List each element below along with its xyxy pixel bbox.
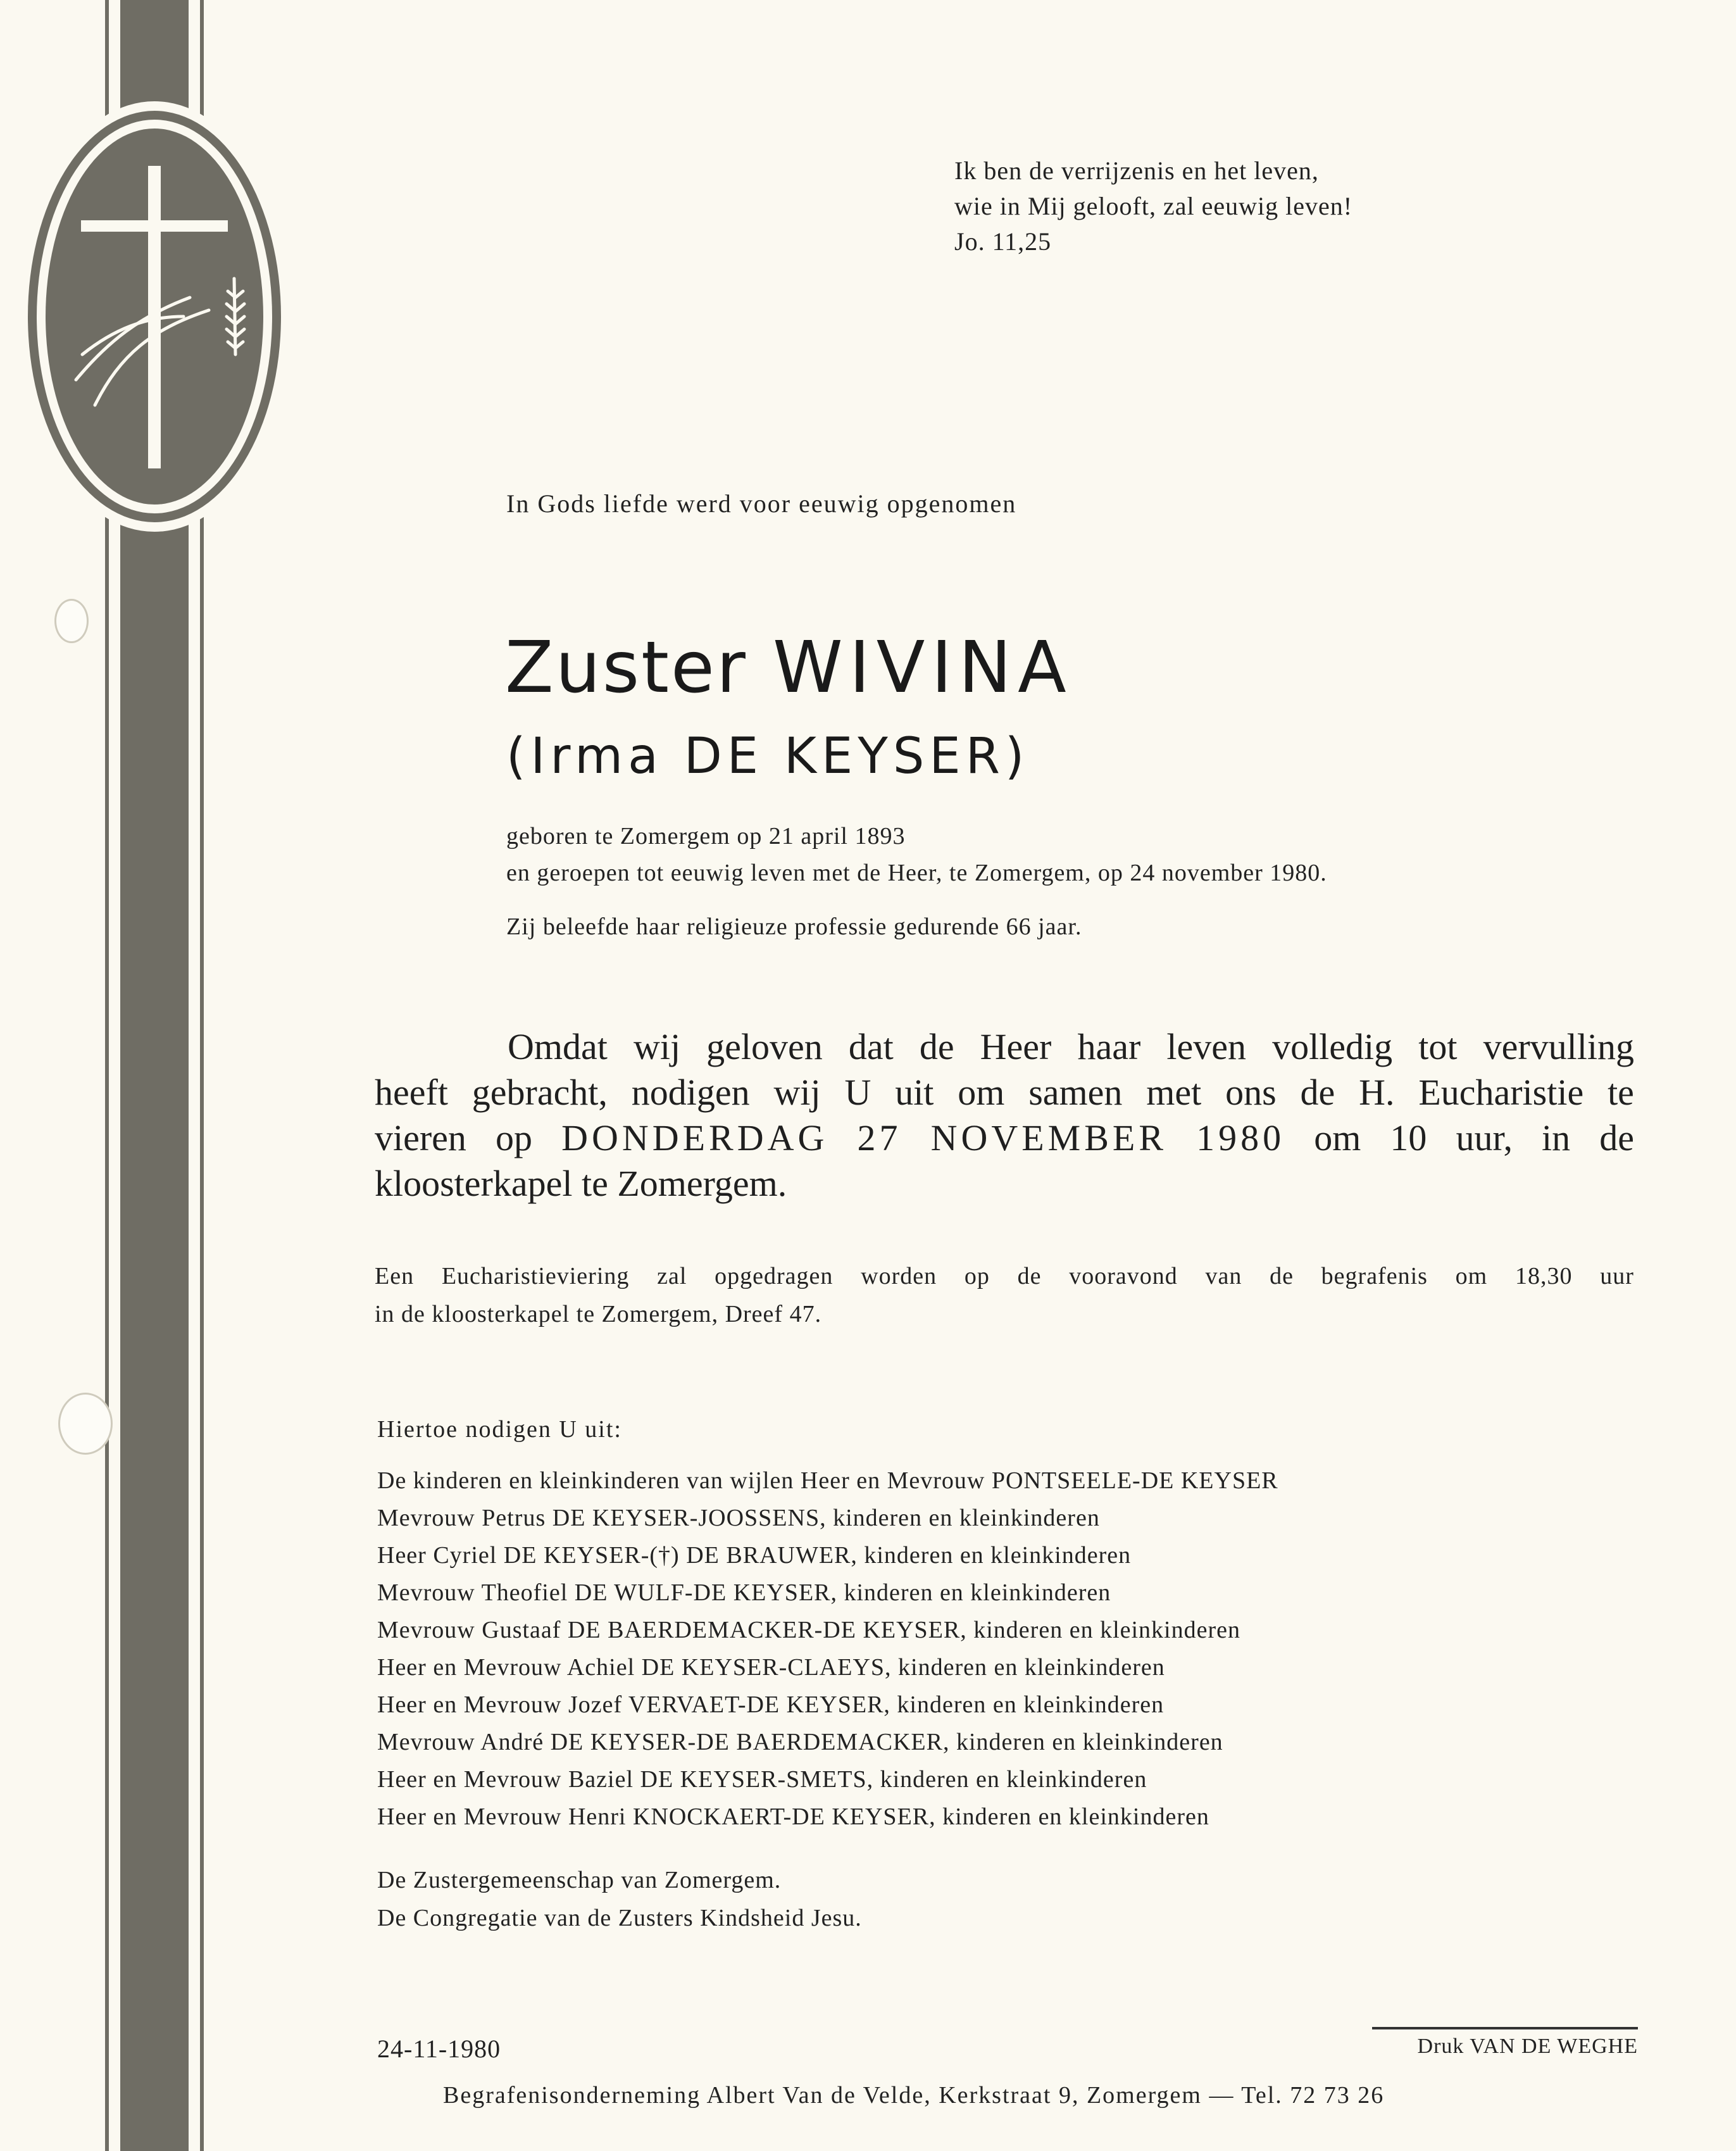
death-line: en geroepen tot eeuwig leven met de Heer, te Zomergem, op 24 november 1980. — [506, 860, 1327, 886]
quote-line: wie in Mij gelooft, zal eeuwig leven! — [954, 192, 1353, 220]
deceased-name — [505, 627, 1073, 709]
word: in — [1542, 1117, 1571, 1158]
word: te — [1608, 1072, 1634, 1113]
word: haar — [1077, 1026, 1141, 1067]
word: ons — [1225, 1072, 1277, 1113]
word: NOVEMBER — [930, 1117, 1168, 1158]
invited-by-heading: Hiertoe nodigen U uit: — [377, 1416, 622, 1443]
quote-line: Ik ben de verrijzenis en het leven, — [954, 156, 1319, 185]
family-entry: Mevrouw André DE KEYSER-DE BAERDEMACKER, kinderen en kleinkinderen — [377, 1729, 1223, 1755]
word: DONDERDAG — [561, 1117, 828, 1158]
word: op — [496, 1117, 532, 1158]
word: opgedragen — [715, 1263, 834, 1289]
word: de — [1599, 1117, 1634, 1158]
word: Heer — [980, 1026, 1052, 1067]
family-entry: Heer en Mevrouw Henri KNOCKAERT-DE KEYSER, kinderen en kleinkinderen — [377, 1803, 1209, 1830]
word: om — [1455, 1263, 1488, 1289]
word: vooravond — [1069, 1263, 1178, 1289]
word: om — [1314, 1117, 1361, 1158]
invitation-line — [375, 1070, 1634, 1115]
word: 27 — [857, 1117, 902, 1158]
birth-line: geboren te Zomergem op 21 april 1893 — [506, 823, 906, 850]
family-entry: Heer Cyriel DE KEYSER-(†) DE BRAUWER, kinderen en kleinkinderen — [377, 1542, 1132, 1569]
scripture-quote — [954, 153, 1352, 260]
undertaker-credit: Begrafenisonderneming Albert Van de Velde, Kerkstraat 9, Zomergem — Tel. 72 73 26 — [443, 2082, 1385, 2109]
word: uit — [895, 1072, 934, 1113]
religious-name: WIVINA — [772, 627, 1073, 709]
family-entry: Heer en Mevrouw Jozef VERVAET-DE KEYSER, kinderen en kleinkinderen — [377, 1691, 1165, 1718]
word: 18,30 — [1514, 1263, 1573, 1289]
word: de — [1017, 1263, 1042, 1289]
word: 1980 — [1196, 1117, 1285, 1158]
invitation-line — [375, 1115, 1634, 1161]
vigil-line — [375, 1257, 1634, 1295]
word: de — [919, 1026, 954, 1067]
word: H. — [1359, 1072, 1395, 1113]
family-entry: Heer en Mevrouw Achiel DE KEYSER-CLAEYS, kinderen en kleinkinderen — [377, 1654, 1165, 1681]
word: vieren — [375, 1117, 466, 1158]
birth-death-info — [506, 818, 1327, 891]
word: nodigen — [631, 1072, 750, 1113]
printer-credit: Druk VAN DE WEGHE — [1372, 2027, 1638, 2059]
punch-hole-top — [54, 599, 89, 643]
word: U — [844, 1072, 871, 1113]
word: gebracht, — [471, 1072, 608, 1113]
cross-medallion-band — [0, 0, 316, 2151]
word: samen — [1028, 1072, 1123, 1113]
family-entry: Mevrouw Gustaaf DE BAERDEMACKER-DE KEYSER, kinderen en kleinkinderen — [377, 1617, 1240, 1643]
family-entry: Mevrouw Petrus DE KEYSER-JOOSSENS, kinderen en kleinkinderen — [377, 1505, 1100, 1531]
civil-name: (Irma DE KEYSER) — [506, 728, 1030, 785]
word: begrafenis — [1321, 1263, 1428, 1289]
funeral-invitation — [375, 1024, 1634, 1207]
word: geloven — [706, 1026, 823, 1067]
invitation-line — [375, 1024, 1634, 1070]
word: tot — [1418, 1026, 1458, 1067]
word: Eucharistieviering — [441, 1263, 630, 1289]
family-entry: De kinderen en kleinkinderen van wijlen Heer en Mevrouw PONTSEELE-DE KEYSER — [377, 1467, 1278, 1494]
vigil-notice — [375, 1257, 1634, 1333]
word: heeft — [375, 1072, 448, 1113]
quote-reference: Jo. 11,25 — [954, 227, 1052, 256]
word: volledig — [1272, 1026, 1393, 1067]
word: Omdat — [508, 1026, 608, 1067]
family-list — [377, 1462, 1278, 1836]
profession-line: Zij beleefde haar religieuze professie gedurende 66 jaar. — [506, 913, 1082, 940]
family-entry: Mevrouw Theofiel DE WULF-DE KEYSER, kinderen en kleinkinderen — [377, 1579, 1111, 1606]
vigil-line: in de kloosterkapel te Zomergem, Dreef 47. — [375, 1301, 822, 1327]
word: de — [1300, 1072, 1335, 1113]
word: uur, — [1456, 1117, 1513, 1158]
word: dat — [848, 1026, 894, 1067]
word: wij — [773, 1072, 821, 1113]
organisation-entry: De Congregatie van de Zusters Kindsheid Jesu. — [377, 1905, 862, 1931]
word: wij — [633, 1026, 681, 1067]
word: om — [958, 1072, 1005, 1113]
word: worden — [861, 1263, 937, 1289]
invitation-line: kloosterkapel te Zomergem. — [375, 1163, 787, 1204]
word: zal — [657, 1263, 687, 1289]
punch-hole-bottom — [58, 1393, 113, 1455]
print-date: 24-11-1980 — [377, 2035, 501, 2063]
word: vervulling — [1483, 1026, 1634, 1067]
word: Eucharistie — [1418, 1072, 1584, 1113]
name-title: Zuster — [505, 627, 747, 709]
intro-line: In Gods liefde werd voor eeuwig opgenomen — [506, 489, 1017, 518]
word: met — [1146, 1072, 1202, 1113]
word: uur — [1600, 1263, 1634, 1289]
word: van — [1205, 1263, 1242, 1289]
word: 10 — [1390, 1117, 1427, 1158]
word: leven — [1166, 1026, 1246, 1067]
family-entry: Heer en Mevrouw Baziel DE KEYSER-SMETS, kinderen en kleinkinderen — [377, 1766, 1147, 1793]
word: de — [1270, 1263, 1294, 1289]
word: Een — [375, 1263, 415, 1289]
organisation-entry: De Zustergemeenschap van Zomergem. — [377, 1867, 782, 1893]
organisations-list — [377, 1861, 862, 1937]
word: op — [964, 1263, 990, 1289]
